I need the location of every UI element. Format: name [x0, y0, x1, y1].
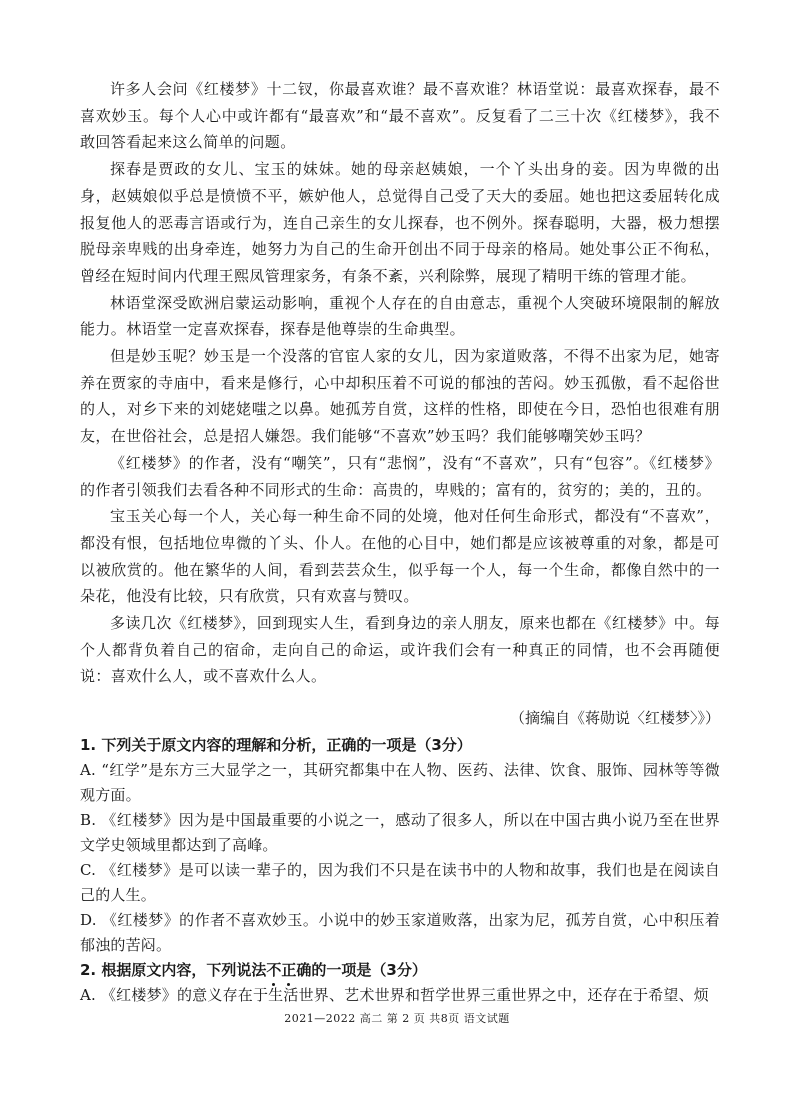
emphasis-mark-2: 正 — [281, 958, 296, 983]
page-footer: 2021—2022 高二 第 2 页 共8页 语文试题 — [284, 1012, 510, 1025]
question-2-title-end: 确的一项是（3分） — [296, 961, 427, 979]
questions-section — [80, 733, 720, 1008]
question-2-option-a: A. 《红楼梦》的意义存在于生活世界、艺术世界和哲学世界三重世界之中，还存在于希望、烦 — [80, 986, 709, 1004]
passage-paragraph-5: 《红楼梦》的作者，没有“嘲笑”，只有“悲悯”，没有“不喜欢”，只有“包容”。《红楼梦》的作者引领我们去看各种不同形式的生命：高贵的，卑贱的；富有的，贫穷的；美的，丑的。 — [80, 453, 720, 499]
question-2-title — [80, 958, 720, 983]
passage-paragraph-6: 宝玉关心每一个人，关心每一种生命不同的处境，他对任何生命形式，都没有“不喜欢”，都没有恨，包括地位卑微的丫头、仆人。在他的心目中，她们都是应该被尊重的对象，都是可以被欣赏的。他在繁华的人间，看到芸芸众生，似乎每一个人，每一个生命，都像自然中的一朵花，他没有比较，只有欣赏，只有欢喜与赞叹。 — [80, 507, 720, 606]
question-1-option-a: A. “红学”是东方三大显学之一，其研究都集中在人物、医药、法律、饮食、服饰、园林等等微观方面。 — [80, 761, 720, 804]
passage-paragraph-2: 探春是贾政的女儿、宝玉的妹妹。她的母亲赵姨娘，一个丫头出身的妾。因为卑微的出身，赵姨娘似乎总是愤愤不平，嫉妒他人，总觉得自己受了天大的委屈。她也把这委屈转化成报复他人的恶毒言语或行为，连自己亲生的女儿探春，也不例外。探春聪明，大器，极力想摆脱母亲卑贱的出身牵连，她努力为自己的生命开创出不同于母亲的格局。她处事公正不徇私，曾经在短时间内代理王熙凤管理家务，有条不紊，兴利除弊，展现了精明干练的管理才能。 — [80, 160, 720, 285]
passage-paragraph-4: 但是妙玉呢？妙玉是一个没落的官宦人家的女儿，因为家道败落，不得不出家为尼，她寄养在贾家的寺庙中，看来是修行，心中却积压着不可说的郁浊的苦闷。妙玉孤傲，看不起俗世的人，对乡下来的刘姥姥嗤之以鼻。她孤芳自赏，这样的性格，即使在今日，恐怕也很难有朋友，在世俗社会，总是招人嫌怨。我们能够“不喜欢”妙玉吗？我们能够嘲笑妙玉吗？ — [80, 347, 720, 446]
passage-paragraph-7: 多读几次《红楼梦》，回到现实人生，看到身边的亲人朋友，原来也都在《红楼梦》中。每个人都背负着自己的宿命，走向自己的命运，或许我们会有一种真正的同情，也不会再随便说：喜欢什么人，或不喜欢什么人。 — [80, 614, 720, 686]
question-1-option-d: D. 《红楼梦》的作者不喜欢妙玉。小说中的妙玉家道败落，出家为尼，孤芳自赏，心中积压着郁浊的苦闷。 — [80, 911, 720, 954]
passage-source: （摘编自《蒋勋说〈红楼梦〉》） — [509, 709, 720, 727]
emphasis-mark-1: 不 — [266, 958, 281, 983]
reading-passage — [80, 76, 720, 690]
question-1-option-b: B. 《红楼梦》因为是中国最重要的小说之一，感动了很多人，所以在中国古典小说乃至在世界文学史领域里都达到了高峰。 — [80, 811, 720, 854]
question-1-title: 1. 下列关于原文内容的理解和分析，正确的一项是（3分） — [80, 736, 472, 754]
question-1-option-c: C. 《红楼梦》是可以读一辈子的，因为我们不只是在读书中的人物和故事，我们也是在阅读自己的人生。 — [80, 861, 720, 904]
passage-paragraph-3: 林语堂深受欧洲启蒙运动影响，重视个人存在的自由意志，重视个人突破环境限制的解放能力。林语堂一定喜欢探春，探春是他尊崇的生命典型。 — [80, 293, 720, 339]
question-2-title-start: 2. 根据原文内容，下列说法 — [80, 961, 267, 979]
passage-paragraph-1: 许多人会问《红楼梦》十二钗，你最喜欢谁？最不喜欢谁？林语堂说：最喜欢探春，最不喜欢妙玉。每个人心中或许都有“最喜欢”和“最不喜欢”。反复看了二三十次《红楼梦》，我不敢回答看起来这么简单的问题。 — [80, 80, 720, 152]
